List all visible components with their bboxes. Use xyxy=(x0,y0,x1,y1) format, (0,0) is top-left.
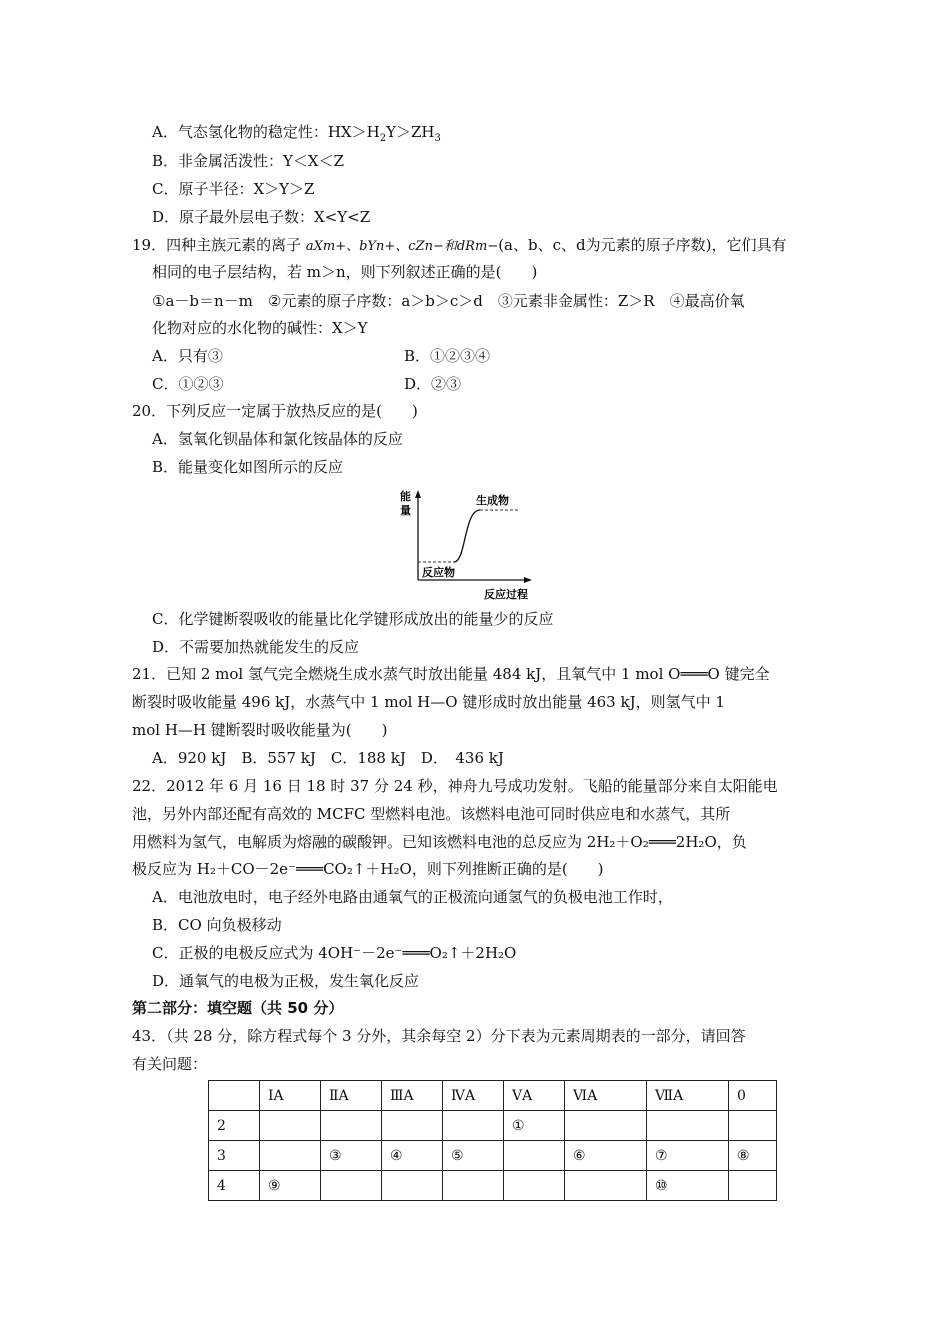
table-cell xyxy=(321,1171,382,1201)
table-header-cell: 0 xyxy=(729,1081,777,1111)
q19-option-c: C．①②③ xyxy=(152,375,224,393)
q22-option-a: A．电池放电时，电子经外电路由通氧气的正极流向通氢气的负极电池工作时， xyxy=(152,888,673,906)
table-cell xyxy=(647,1111,729,1141)
table-cell xyxy=(443,1171,504,1201)
table-cell: ③ xyxy=(321,1141,382,1171)
q20-option-d: D．不需要加热就能发生的反应 xyxy=(152,638,360,656)
q18-option-b: B．非金属活泼性：Y＜X＜Z xyxy=(152,152,345,170)
q22-stem-line2: 池，另外内部还配有高效的 MCFC 型燃料电池。该燃料电池可同时供应电和水蒸气，其所 xyxy=(132,805,731,823)
q43-stem-line1: 43．（共 28 分，除方程式每个 3 分外，其余每空 2）分下表为元素周期表的一部分，请回答 xyxy=(132,1027,746,1045)
graph-product-label: 生成物 xyxy=(476,494,509,507)
table-cell xyxy=(443,1111,504,1141)
q19-stem-line2: 相同的电子层结构，若 m＞n，则下列叙述正确的是( ) xyxy=(152,263,538,281)
q19-stem-line3: ①a－b＝n－m ②元素的原子序数：a＞b＞c＞d ③元素非金属性：Z＞R ④最高价氧 xyxy=(152,292,745,310)
table-cell xyxy=(504,1141,565,1171)
table-cell xyxy=(260,1141,321,1171)
q21-options: A．920 kJ B．557 kJ C．188 kJ D． 436 kJ xyxy=(152,749,504,767)
table-header-cell: ⅤA xyxy=(504,1081,565,1111)
q21-stem-line3: mol H—H 键断裂时吸收能量为( ) xyxy=(132,721,388,739)
q20-option-c: C．化学键断裂吸收的能量比化学键形成放出的能量少的反应 xyxy=(152,610,554,628)
q19-ions: aXm+、bYn+、cZn−和dRm− xyxy=(305,239,499,254)
table-row xyxy=(209,1141,777,1171)
table-header-cell: ⅡA xyxy=(321,1081,382,1111)
section2-heading: 第二部分：填空题（共 50 分） xyxy=(132,999,344,1017)
table-header-row xyxy=(209,1081,777,1111)
q22-option-b: B．CO 向负极移动 xyxy=(152,916,282,934)
q18-option-c: C．原子半径：X＞Y＞Z xyxy=(152,180,315,198)
energy-axis-y-arrow xyxy=(415,490,421,498)
table-cell: ④ xyxy=(382,1141,443,1171)
q18-option-a: A．气态氢化物的稳定性：$HX>H_2Y>ZH_3$ xyxy=(152,123,441,144)
q22-option-d: D．通氧气的电极为正极，发生氧化反应 xyxy=(152,972,420,990)
table-row xyxy=(209,1111,777,1141)
q22-stem-line3: 用燃料为氢气，电解质为熔融的碳酸钾。已知该燃料电池的总反应为 2H₂＋O₂═══2H₂O，负 xyxy=(132,833,747,851)
energy-diagram xyxy=(396,488,536,604)
table-cell: 3 xyxy=(209,1141,260,1171)
table-header-cell: ⅥA xyxy=(565,1081,647,1111)
energy-curve xyxy=(454,510,480,562)
q20-option-a: A．氢氧化钡晶体和氯化铵晶体的反应 xyxy=(152,430,403,448)
table-header-cell xyxy=(209,1081,260,1111)
table-cell: ⑤ xyxy=(443,1141,504,1171)
table-cell: 2 xyxy=(209,1111,260,1141)
periodic-table xyxy=(208,1080,777,1201)
q20-option-b: B．能量变化如图所示的反应 xyxy=(152,458,344,476)
q43-stem-line2: 有关问题： xyxy=(132,1055,208,1073)
table-cell: ⑥ xyxy=(565,1141,647,1171)
table-row xyxy=(209,1171,777,1201)
q20-stem: 20．下列反应一定属于放热反应的是( ) xyxy=(132,402,418,420)
graph-ylabel-1: 能 xyxy=(400,490,411,503)
table-header-cell: ⅦA xyxy=(647,1081,729,1111)
table-cell xyxy=(565,1171,647,1201)
q21-stem-line1: 21．已知 2 mol 氢气完全燃烧生成水蒸气时放出能量 484 kJ，且氧气中 1 mol O═══O 键完全 xyxy=(132,665,770,683)
graph-xlabel: 反应过程 xyxy=(484,588,528,601)
energy-axis-x-arrow xyxy=(524,577,532,583)
table-cell xyxy=(504,1171,565,1201)
table-cell: ① xyxy=(504,1111,565,1141)
q19-option-b: B．①②③④ xyxy=(404,347,491,365)
table-cell: ⑧ xyxy=(729,1141,777,1171)
table-cell xyxy=(729,1171,777,1201)
table-cell xyxy=(260,1111,321,1141)
table-cell xyxy=(382,1111,443,1141)
table-cell: ⑩ xyxy=(647,1171,729,1201)
q19-option-d: D．②③ xyxy=(404,375,462,393)
table-cell: ⑦ xyxy=(647,1141,729,1171)
q22-option-c: C．正极的电极反应式为 4OH⁻－2e⁻═══O₂↑＋2H₂O xyxy=(152,944,517,962)
table-cell xyxy=(729,1111,777,1141)
table-cell: 4 xyxy=(209,1171,260,1201)
graph-reactant-label: 反应物 xyxy=(422,566,455,579)
table-header-cell: ⅣA xyxy=(443,1081,504,1111)
q22-stem-line4: 极反应为 H₂＋CO－2e⁻═══CO₂↑＋H₂O，则下列推断正确的是( ) xyxy=(132,860,604,878)
table-cell xyxy=(565,1111,647,1141)
q18-option-d: D．原子最外层电子数：X<Y<Z xyxy=(152,208,371,226)
q19-stem-line4: 化物对应的水化物的碱性：X＞Y xyxy=(152,319,368,337)
q22-stem-line1: 22．2012 年 6 月 16 日 18 时 37 分 24 秒，神舟九号成功发射。飞船的能量部分来自太阳能电 xyxy=(132,777,778,795)
q21-stem-line2: 断裂时吸收能量 496 kJ，水蒸气中 1 mol H—O 键形成时放出能量 463 kJ，则氢气中 1 xyxy=(132,693,725,711)
table-cell: ⑨ xyxy=(260,1171,321,1201)
table-header-cell: ⅢA xyxy=(382,1081,443,1111)
table-header-cell: ⅠA xyxy=(260,1081,321,1111)
graph-ylabel-2: 量 xyxy=(400,504,411,517)
table-cell xyxy=(382,1171,443,1201)
q19-option-a: A．只有③ xyxy=(152,347,223,365)
q19-stem-line1: 19．四种主族元素的离子 aXm+、bYn+、cZn−和dRm−(a、b、c、d为元素的原子序数)，它们具有 xyxy=(132,236,787,254)
table-cell xyxy=(321,1111,382,1141)
